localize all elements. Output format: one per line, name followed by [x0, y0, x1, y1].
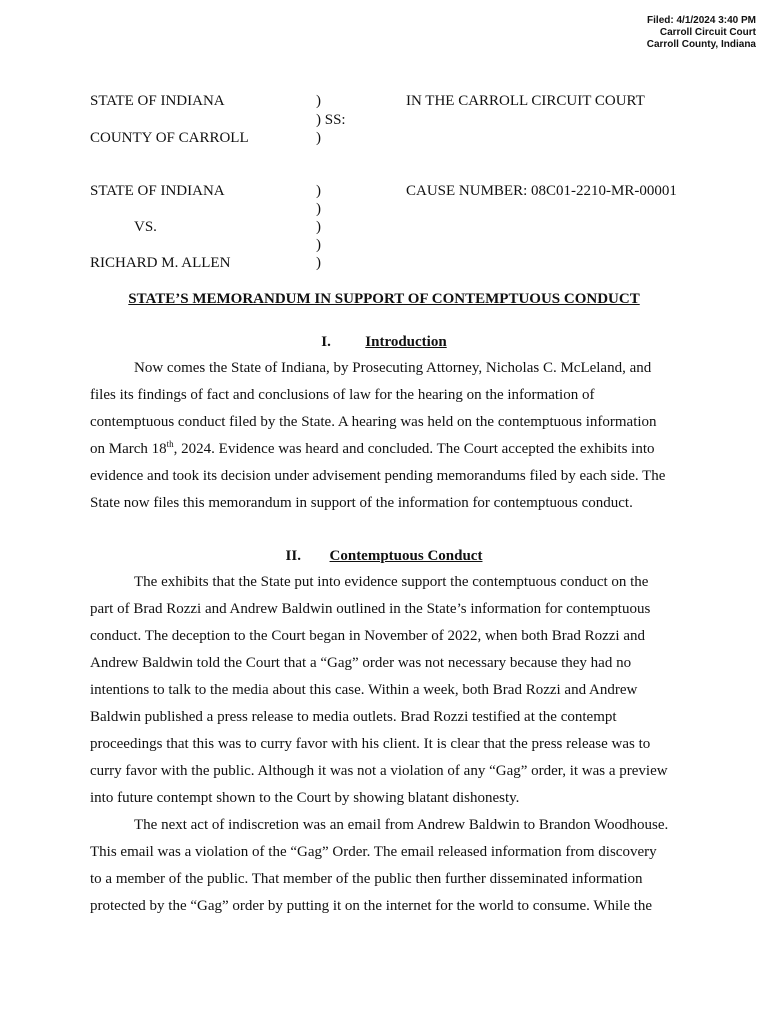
text-line: into future contempt shown to the Court by showing blatant dishonesty. [90, 790, 520, 806]
text-line: on March 18 [90, 441, 167, 457]
filing-date: Filed: 4/1/2024 3:40 PM [647, 15, 756, 26]
text-line: intentions to talk to the media about this case. Within a week, both Brad Rozzi and Andrew [90, 682, 638, 698]
caption-defendant: RICHARD M. ALLEN [90, 255, 231, 271]
body-paragraph-1 [90, 569, 676, 812]
text-line: evidence and took its decision under advisement pending memorandums filed by each side. The [90, 468, 666, 484]
caption-court: IN THE CARROLL CIRCUIT COURT [406, 93, 645, 109]
caption-state: STATE OF INDIANA [90, 93, 225, 109]
section-heading-contemptuous-conduct [0, 547, 768, 565]
introduction-paragraph [90, 355, 676, 517]
caption-paren: ) [316, 255, 321, 271]
text-line: The next act of indiscretion was an email from Andrew Baldwin to Brandon Woodhouse. [134, 817, 669, 833]
text-line: Now comes the State of Indiana, by Prosecuting Attorney, Nicholas C. McLeland, and [134, 360, 652, 376]
caption-paren: ) [316, 237, 321, 253]
caption-paren: ) [316, 201, 321, 217]
filing-court: Carroll Circuit Court [659, 27, 756, 38]
section-number: I. [321, 334, 331, 350]
text-line: protected by the “Gag” order by putting it on the internet for the world to consume. While the [90, 898, 653, 914]
caption-paren: ) [316, 183, 321, 199]
document-title: STATE’S MEMORANDUM IN SUPPORT OF CONTEMPTUOUS CONDUCT [128, 291, 640, 307]
text-line: contemptuous conduct filed by the State. A hearing was held on the contemptuous information [90, 414, 657, 430]
text-line: State now files this memorandum in support of the information for contemptuous conduct. [90, 495, 633, 511]
filing-county: Carroll County, Indiana [646, 39, 756, 50]
text-line: Andrew Baldwin told the Court that a “Gag” order was not necessary because they had no [90, 655, 632, 671]
text-line: files its findings of fact and conclusions of law for the hearing on the information of [90, 387, 595, 403]
section-heading-introduction [0, 333, 768, 351]
superscript: th [166, 439, 174, 449]
caption-paren: ) [316, 93, 321, 109]
text-line: part of Brad Rozzi and Andrew Baldwin outlined in the State’s information for contemptuous [90, 601, 651, 617]
text-line: curry favor with the public. Although it was not a violation of any “Gag” order, it was a preview [90, 763, 668, 779]
caption-paren: ) [316, 219, 321, 235]
caption-plaintiff: STATE OF INDIANA [90, 183, 225, 199]
filing-stamp [647, 15, 756, 51]
caption-paren: ) [316, 130, 321, 146]
text-line: The exhibits that the State put into evidence support the contemptuous conduct on the [134, 574, 649, 590]
text-line: to a member of the public. That member of the public then further disseminated information [90, 871, 643, 887]
text-line: Baldwin published a press release to media outlets. Brad Rozzi testified at the contempt [90, 709, 617, 725]
caption-vs: VS. [134, 219, 157, 235]
caption-ss: ) SS: [316, 112, 346, 128]
text-line: proceedings that this was to curry favor with his client. It is clear that the press release was to [90, 736, 651, 752]
body-paragraph-2 [90, 812, 676, 920]
section-title: Contemptuous Conduct [329, 548, 483, 564]
section-title: Introduction [365, 334, 447, 350]
caption-county: COUNTY OF CARROLL [90, 130, 249, 146]
section-number: II. [285, 548, 301, 564]
text-line: , 2024. Evidence was heard and concluded. The Court accepted the exhibits into [173, 441, 655, 457]
text-line: conduct. The deception to the Court began in November of 2022, when both Brad Rozzi and [90, 628, 645, 644]
caption-cause-number: CAUSE NUMBER: 08C01-2210-MR-00001 [406, 183, 677, 199]
text-line: This email was a violation of the “Gag” Order. The email released information from discovery [90, 844, 657, 860]
